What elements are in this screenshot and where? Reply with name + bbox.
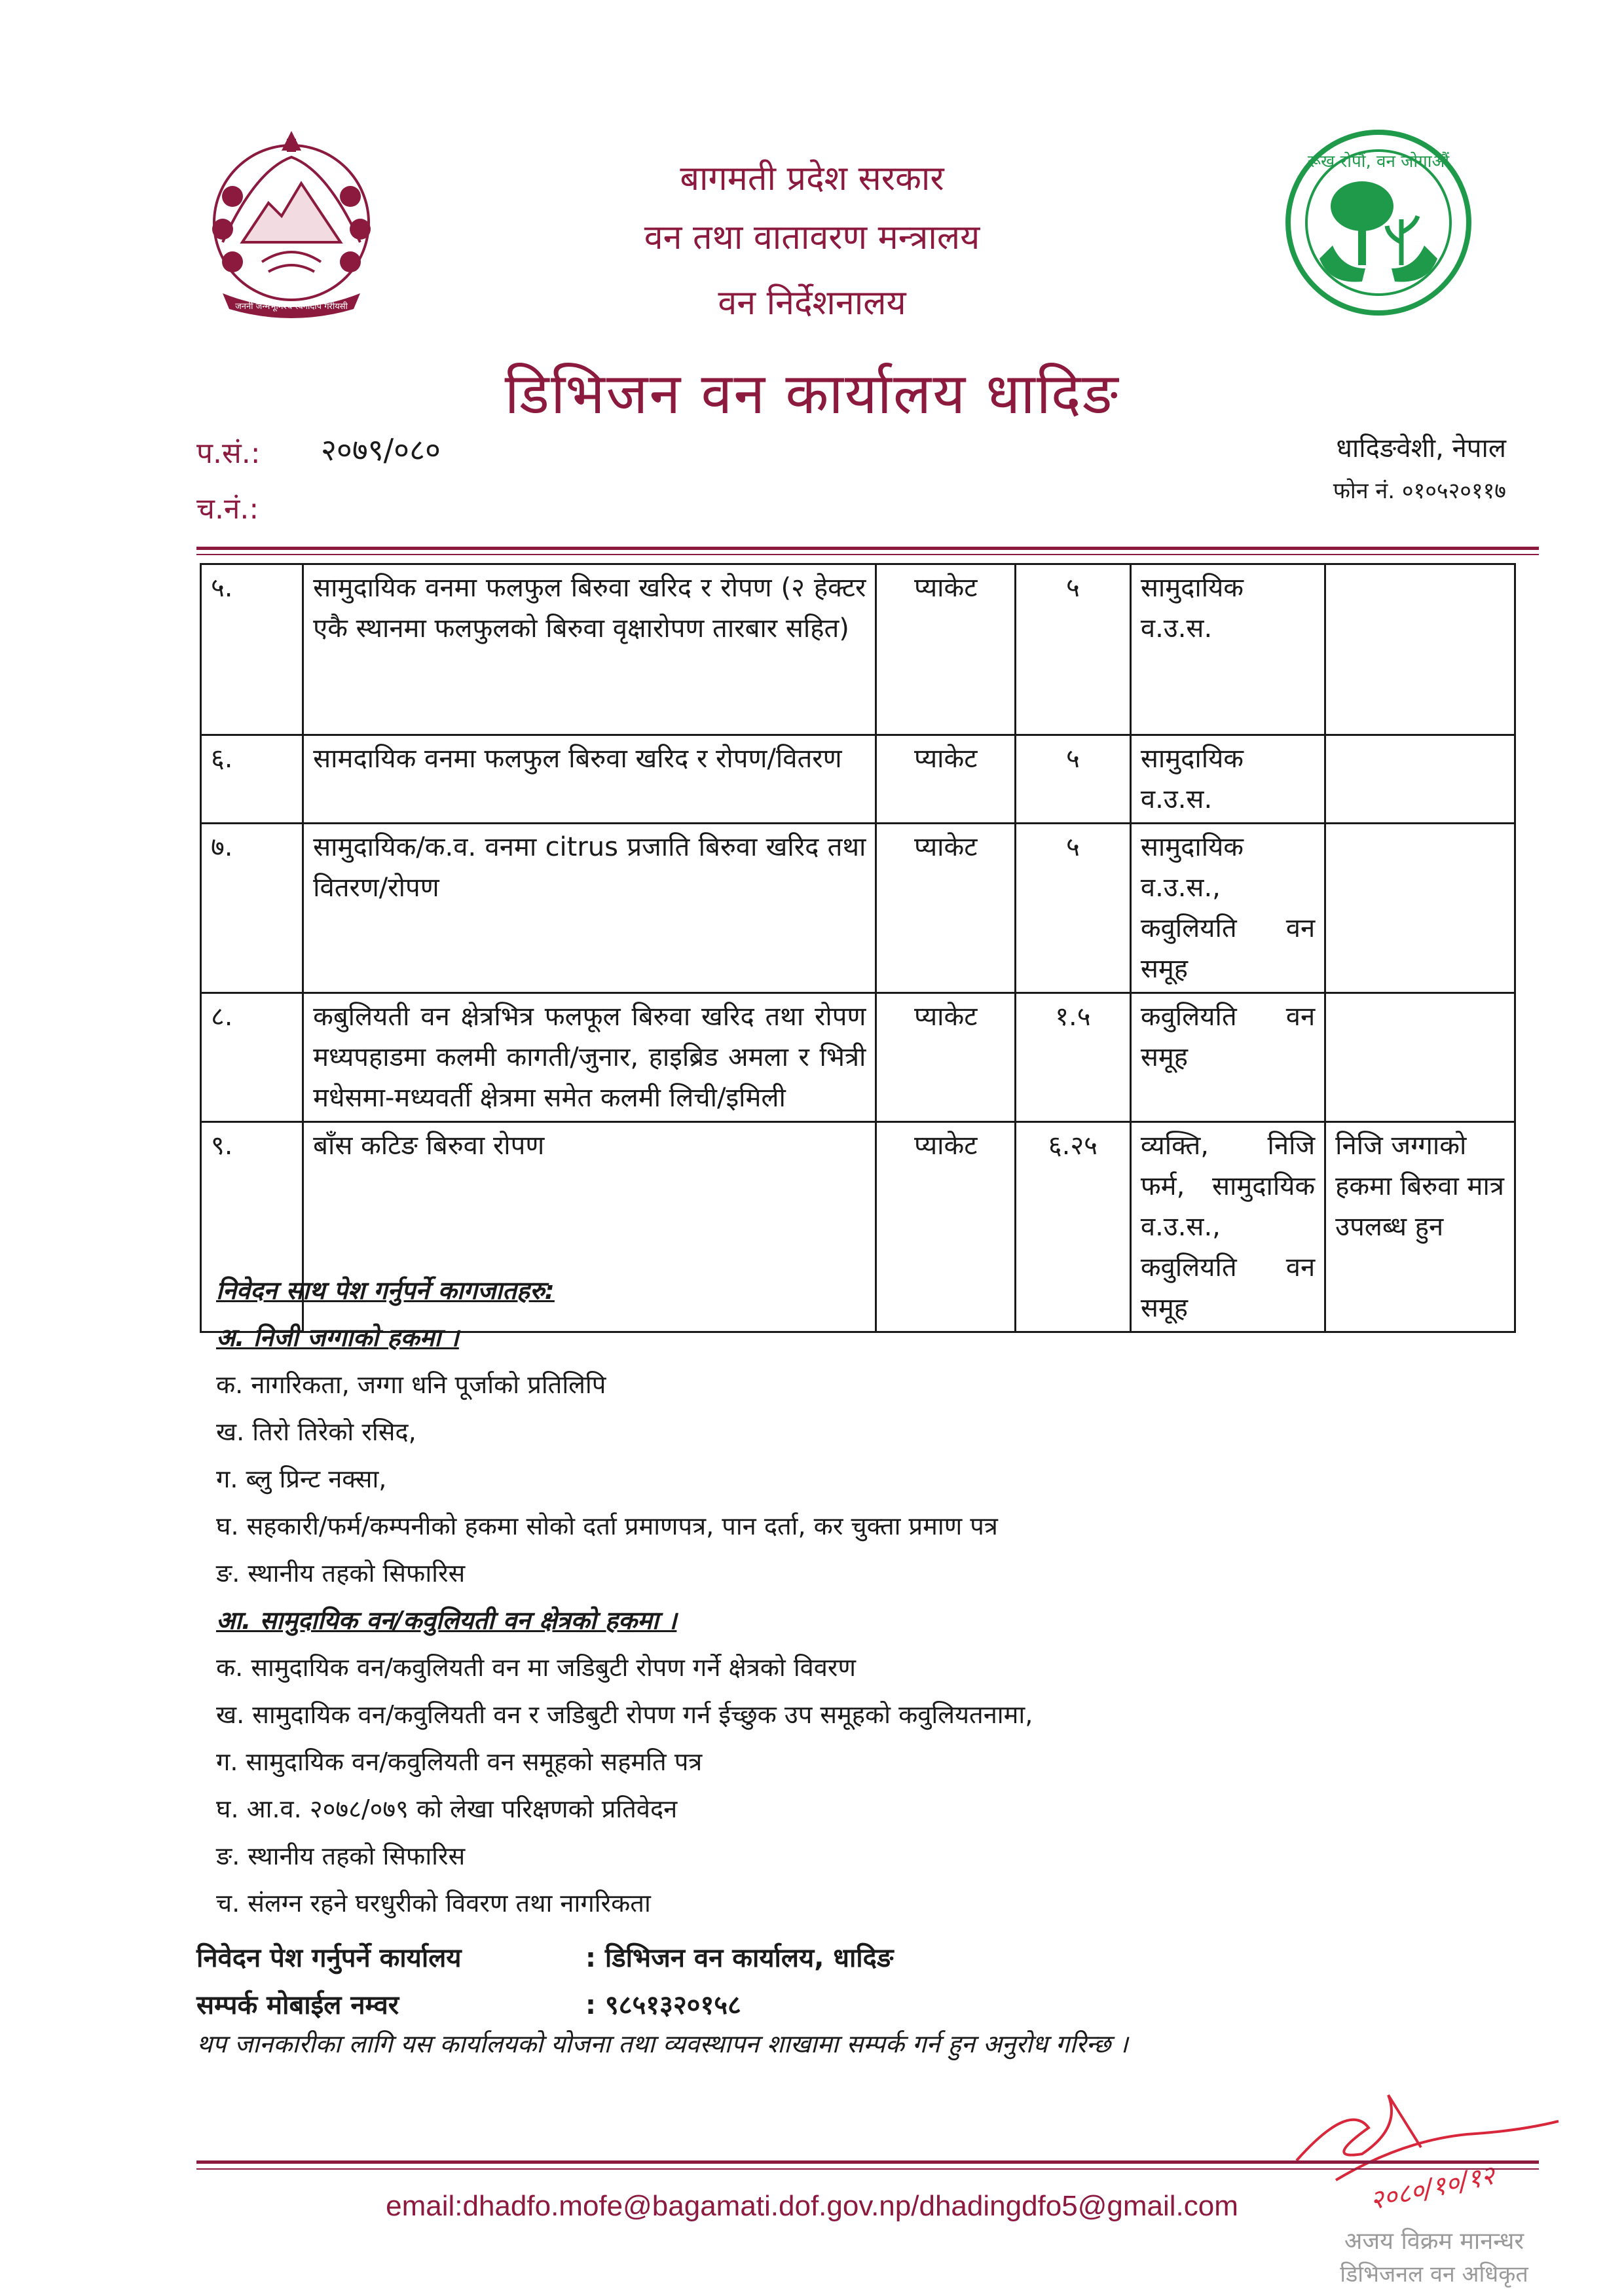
ref-value: २०७९/०८०	[321, 432, 441, 467]
row-remarks	[1325, 564, 1515, 735]
row-description: सामुदायिक/क.व. वनमा citrus प्रजाति बिरुवा खरिद तथा वितरण/रोपण	[303, 824, 876, 993]
row-beneficiary: सामुदायिक व.उ.स.	[1130, 735, 1325, 824]
row-quantity: ५	[1015, 564, 1130, 735]
list-item: घ. सहकारी/फर्म/कम्पनीको हकमा सोको दर्ता प्रमाणपत्र, पान दर्ता, कर चुक्ता प्रमाण पत्र	[216, 1512, 998, 1540]
ministry-name: वन तथा वातावरण मन्त्रालय	[644, 218, 980, 257]
row-unit: प्याकेट	[876, 735, 1016, 824]
svg-text:रूख रोपौं, वन जोगाऔं: रूख रोपौं, वन जोगाऔं	[1307, 152, 1450, 172]
svg-text:२०८०/१०/१२: २०८०/१०/१२	[1367, 2160, 1498, 2216]
row-number: ८.	[201, 993, 303, 1122]
documents-heading: निवेदन साथ पेश गर्नुपर्ने कागजातहरु:	[216, 1276, 555, 1305]
signature-stamp	[1270, 2049, 1598, 2291]
row-remarks	[1325, 993, 1515, 1122]
contact-block	[196, 1935, 893, 2029]
required-documents	[216, 1267, 1493, 1927]
list-item: ङ. स्थानीय तहको सिफारिस	[216, 1559, 466, 1588]
row-unit: प्याकेट	[876, 824, 1016, 993]
svg-text:अजय विक्रम मानन्धर: अजय विक्रम मानन्धर	[1344, 2228, 1524, 2255]
list-item: ङ. स्थानीय तहको सिफारिस	[216, 1842, 466, 1870]
row-quantity: ६.२५	[1015, 1122, 1130, 1332]
row-description: सामदायिक वनमा फलफुल बिरुवा खरिद र रोपण/वितरण	[303, 735, 876, 824]
list-item: क. नागरिकता, जग्गा धनि पूर्जाको प्रतिलिपि	[216, 1370, 606, 1399]
programme-table	[200, 563, 1516, 1333]
svg-text:डिभिजनल वन अधिकृत: डिभिजनल वन अधिकृत	[1340, 2261, 1528, 2287]
row-number: ७.	[201, 824, 303, 993]
row-number: ६.	[201, 735, 303, 824]
table-row	[201, 993, 1515, 1122]
table-row	[201, 824, 1515, 993]
row-unit: प्याकेट	[876, 564, 1016, 735]
row-beneficiary: कवुलियति वन समूह	[1130, 993, 1325, 1122]
row-beneficiary: सामुदायिक व.उ.स., कवुलियति वन समूह	[1130, 824, 1325, 993]
footer-divider	[196, 2160, 1539, 2164]
row-unit: प्याकेट	[876, 1122, 1016, 1332]
mobile-value: : ९८५१३२०१५८	[585, 1990, 741, 2020]
directorate-name: वन निर्देशनालय	[718, 283, 906, 323]
row-description: बाँस कटिङ बिरुवा रोपण	[303, 1122, 876, 1332]
office-phone: फोन नं. ०१०५२०११७	[1333, 478, 1506, 504]
list-item: च. संलग्न रहने घरधुरीको विवरण तथा नागरिकता	[216, 1889, 651, 1918]
row-beneficiary: व्यक्ति, निजि फर्म, सामुदायिक व.उ.स., कवुलियति वन समूह	[1130, 1122, 1325, 1332]
row-number: ९.	[201, 1122, 303, 1332]
row-description: सामुदायिक वनमा फलफुल बिरुवा खरिद र रोपण (२ हेक्टर एकै स्थानमा फलफुलको बिरुवा वृक्षारोपण तारबार सहित)	[303, 564, 876, 735]
row-remarks	[1325, 824, 1515, 993]
svg-text:जननी जन्मभूमिश्च स्वर्गादपि गर: जननी जन्मभूमिश्च स्वर्गादपि गरीयसी	[235, 302, 348, 312]
table-row	[201, 735, 1515, 824]
ref-label: प.सं.:	[196, 437, 261, 470]
government-name: बागमती प्रदेश सरकार	[680, 159, 944, 198]
office-name: डिभिजन वन कार्यालय धादिङ	[504, 361, 1120, 427]
list-item: ग. सामुदायिक वन/कवुलियती वन समूहको सहमति पत्र	[216, 1747, 703, 1776]
mobile-label: सम्पर्क मोबाईल नम्वर	[196, 1990, 399, 2020]
section-community-forest: आ. सामुदायिक वन/कवुलियती वन क्षेत्रको हकमा ।	[216, 1606, 677, 1635]
row-unit: प्याकेट	[876, 993, 1016, 1122]
list-item: क. सामुदायिक वन/कवुलियती वन मा जडिबुटी रोपण गर्ने क्षेत्रको विवरण	[216, 1653, 856, 1682]
submit-office-label: निवेदन पेश गर्नुपर्ने कार्यालय	[196, 1943, 462, 1973]
office-address: धादिङवेशी, नेपाल	[1336, 433, 1506, 464]
row-remarks	[1325, 735, 1515, 824]
list-item: ख. तिरो तिरेको रसिद,	[216, 1417, 416, 1446]
info-note: थप जानकारीका लागि यस कार्यालयको योजना तथा व्यवस्थापन शाखामा सम्पर्क गर्न हुन अनुरोध गरिन्छ ।	[196, 2030, 1128, 2058]
header-divider	[196, 547, 1539, 550]
contact-email: email:dhadfo.mofe@bagamati.dof.gov.np/dhadingdfo5@gmail.com	[386, 2190, 1238, 2222]
row-remarks: निजि जग्गाको हकमा बिरुवा मात्र उपलब्ध हुन	[1325, 1122, 1515, 1332]
list-item: ग. ब्लु प्रिन्ट नक्सा,	[216, 1465, 387, 1493]
submit-office-value: : डिभिजन वन कार्यालय, धादिङ	[585, 1943, 894, 1973]
list-item: घ. आ.व. २०७८/०७९ को लेखा परिक्षणको प्रतिवेदन	[216, 1795, 678, 1823]
row-quantity: १.५	[1015, 993, 1130, 1122]
row-quantity: ५	[1015, 735, 1130, 824]
dispatch-label: च.नं.:	[196, 492, 259, 526]
row-description: कबुलियती वन क्षेत्रभित्र फलफूल बिरुवा खरिद तथा रोपण मध्यपहाडमा कलमी कागती/जुनार, हाइब्रिड अमला र भित्री मधेसमा-मध्यवर्ती क्षेत्रमा समेत कलमी लिची/इमिली	[303, 993, 876, 1122]
table-row	[201, 564, 1515, 735]
section-private-land: अ. निजी जग्गाको हकमा ।	[216, 1323, 459, 1352]
row-beneficiary: सामुदायिक व.उ.स.	[1130, 564, 1325, 735]
header-divider-thin	[196, 554, 1539, 555]
list-item: ख. सामुदायिक वन/कवुलियती वन र जडिबुटी रोपण गर्न ईच्छुक उप समूहको कवुलियतनामा,	[216, 1700, 1033, 1729]
footer-divider-thin	[196, 2168, 1539, 2170]
row-quantity: ५	[1015, 824, 1130, 993]
row-number: ५.	[201, 564, 303, 735]
